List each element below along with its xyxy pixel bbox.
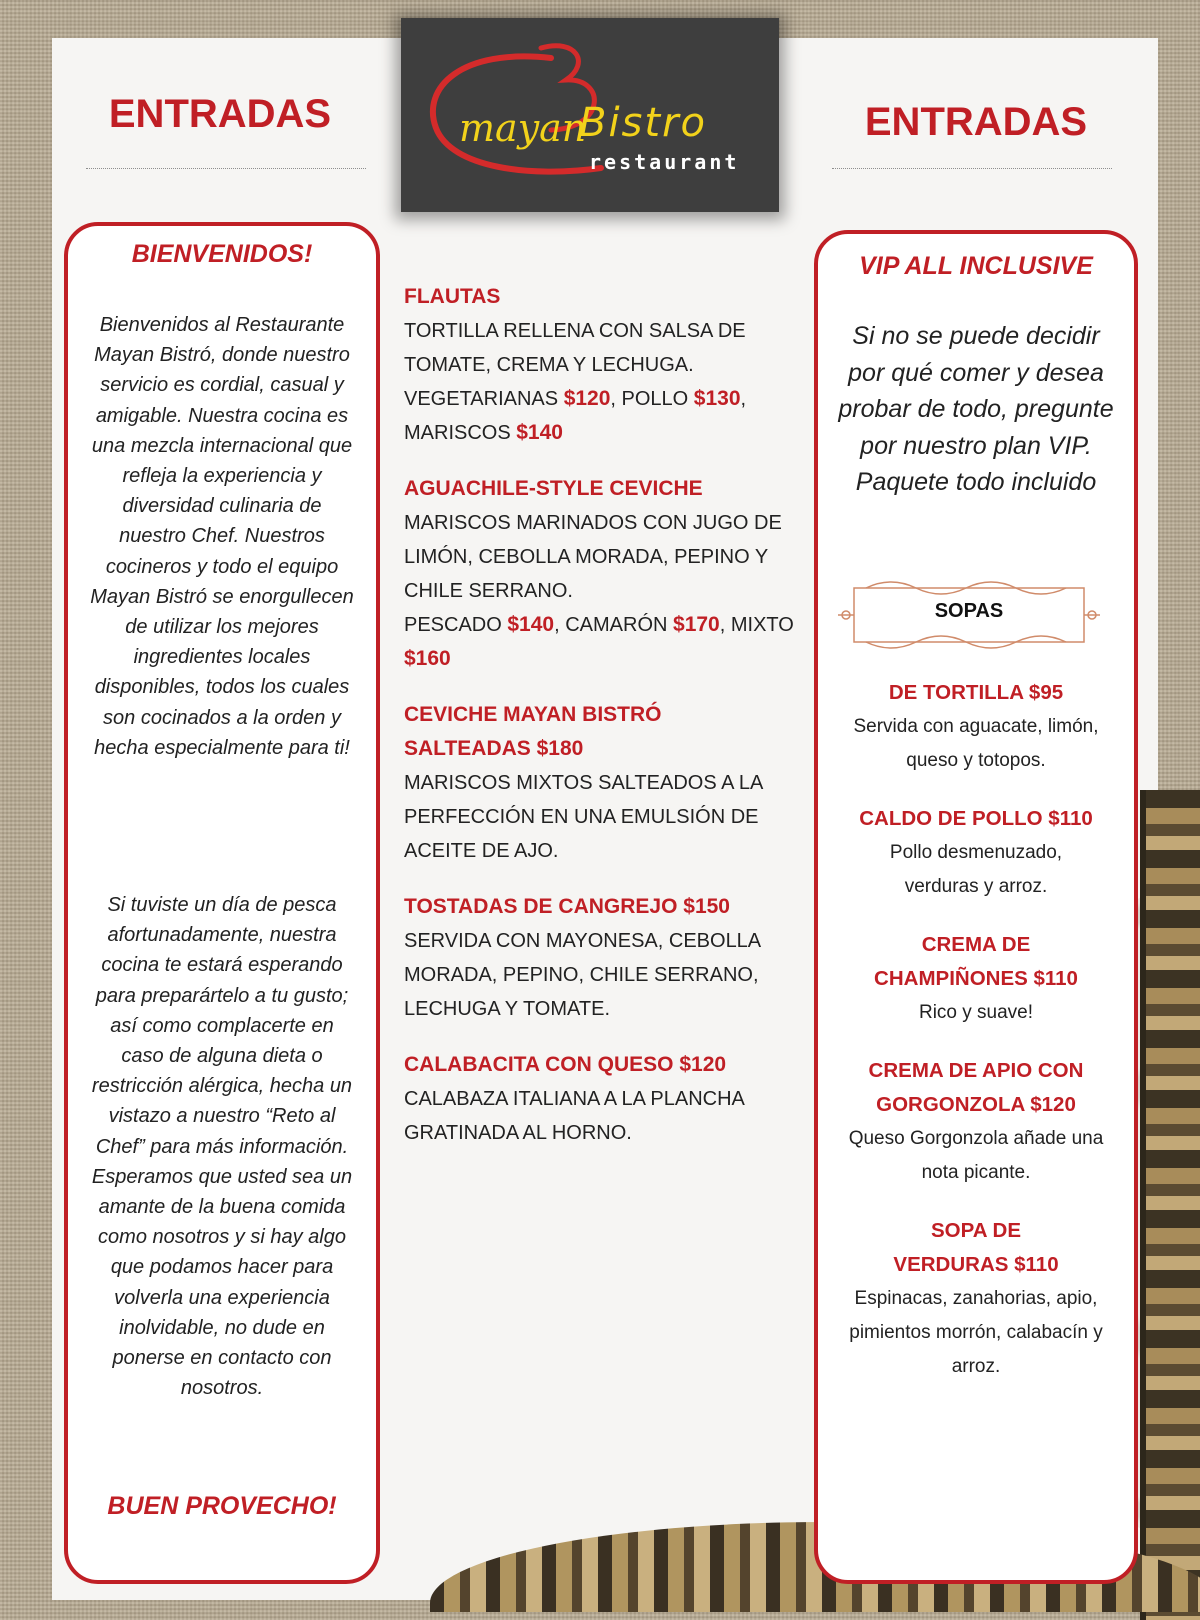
- appetizers-list: [404, 280, 796, 1172]
- soup-description: Espinacas, zanahorias, apio, pimientos morrón, calabacín y arroz.: [849, 1288, 1103, 1377]
- dish-calabacita: [404, 1048, 796, 1150]
- welcome-heading: BIENVENIDOS!: [131, 240, 313, 268]
- left-section-title: ENTRADAS: [108, 92, 332, 136]
- dish-tostadas: [404, 890, 796, 1026]
- soup-description: Rico y suave!: [918, 1002, 1034, 1023]
- dish-description: SERVIDA CON MAYONESA, CEBOLLA MORADA, PEPINO, CHILE SERRANO, LECHUGA Y TOMATE.: [404, 930, 761, 1020]
- dish-name-with-price: [404, 890, 796, 924]
- dish-ceviche-mayan: [404, 698, 796, 868]
- dish-flautas: [404, 280, 796, 450]
- restaurant-logo: [401, 18, 779, 212]
- option-label: CAMARÓN: [565, 614, 668, 636]
- dish-description: MARISCOS MARINADOS CON JUGO DE LIMÓN, CEBOLLA MORADA, PEPINO Y CHILE SERRANO.: [404, 512, 782, 602]
- soup-item: [814, 1214, 1138, 1384]
- option-label: POLLO: [621, 388, 689, 410]
- dish-aguachile: [404, 472, 796, 676]
- dish-name: CEVICHE MAYAN BISTRÓ: [404, 703, 662, 726]
- option-price: $140: [507, 613, 555, 636]
- option-label: VEGETARIANAS: [404, 388, 559, 410]
- welcome-footer: BUEN PROVECHO!: [107, 1492, 337, 1520]
- soup-name: SOPA DE VERDURAS $110: [893, 1219, 1059, 1276]
- soup-item: [814, 1054, 1138, 1190]
- soup-description: Servida con aguacate, limón, queso y totopos.: [853, 716, 1099, 771]
- soup-description: Pollo desmenuzado, verduras y arroz.: [889, 842, 1063, 897]
- dish-name-suffix: SALTEADAS: [404, 737, 531, 760]
- vip-heading: VIP ALL INCLUSIVE: [859, 252, 1093, 280]
- dish-name-with-price: [404, 1048, 796, 1082]
- dish-name: AGUACHILE-STYLE CEVICHE: [404, 477, 703, 500]
- option-label: MIXTO: [730, 614, 794, 636]
- option-price: $160: [404, 647, 451, 670]
- logo-script-word: mayan: [459, 106, 587, 150]
- welcome-paragraph-2: Si tuviste un día de pesca afortunadamente, nuestra cocina te estará esperando para preparártelo a tu gusto; así como complacerte en caso de alguna dieta o restricción alérgica, hecha un vistazo a nuestro “Reto al Chef” para más información. Esperamos que usted sea un amante de la buena comida como nosotros y si hay algo que podamos hacer para volverla una experiencia inolvidable, no dude en ponerse en contacto con nosotros.: [91, 894, 353, 1400]
- soup-name: CALDO DE POLLO $110: [859, 807, 1093, 830]
- dish-name: TOSTADAS DE CANGREJO: [404, 895, 678, 918]
- option-label: PESCADO: [404, 614, 502, 636]
- soup-description: Queso Gorgonzola añade una nota picante.: [848, 1128, 1104, 1183]
- soup-item: [814, 676, 1138, 778]
- option-label: MARISCOS: [404, 422, 511, 444]
- welcome-panel: [64, 222, 380, 1584]
- welcome-paragraph-1: Bienvenidos al Restaurante Mayan Bistró, donde nuestro servicio es cordial, casual y amigable. Nuestra cocina es una mezcla internacional que refleja la experiencia y diversidad culinaria de nuestro Chef. Nuestros cocineros y todo el equipo Mayan Bistró se enorgullecen de utilizar los mejores ingredientes locales disponibles, todos los cuales son cocinados a la orden y hecha especialmente para ti!: [90, 314, 354, 759]
- soup-item: [814, 802, 1138, 904]
- dish-name-line-2: [404, 732, 796, 766]
- soup-name: CREMA DE CHAMPIÑONES $110: [874, 933, 1078, 990]
- option-price: $120: [563, 387, 611, 410]
- logo-tagline: restaurant: [589, 150, 740, 174]
- sopas-heading: SOPAS: [934, 600, 1004, 622]
- dish-name: CALABACITA CON QUESO: [404, 1053, 674, 1076]
- option-price: $170: [673, 613, 720, 636]
- dish-description: TORTILLA RELLENA CON SALSA DE TOMATE, CREMA Y LECHUGA.: [404, 320, 746, 376]
- dish-price: $180: [536, 737, 584, 760]
- dish-options: VEGETARIANAS $120, POLLO $130, MARISCOS $140: [404, 387, 747, 444]
- dish-description: CALABAZA ITALIANA A LA PLANCHA GRATINADA AL HORNO.: [404, 1088, 744, 1144]
- dish-name: FLAUTAS: [404, 285, 501, 308]
- dish-options: PESCADO $140, CAMARÓN $170, MIXTO $160: [404, 613, 794, 670]
- soup-name: CREMA DE APIO CON GORGONZOLA $120: [868, 1059, 1084, 1116]
- right-title-divider: [832, 168, 1112, 169]
- dish-price: $120: [679, 1053, 727, 1076]
- option-price: $130: [693, 387, 741, 410]
- dish-price: $150: [683, 895, 730, 918]
- soups-list: [814, 676, 1138, 1408]
- soup-name: DE TORTILLA $95: [888, 681, 1064, 704]
- dish-description: MARISCOS MIXTOS SALTEADOS A LA PERFECCIÓN EN UNA EMULSIÓN DE ACEITE DE AJO.: [404, 772, 763, 862]
- right-section-title: ENTRADAS: [864, 100, 1088, 144]
- carved-stone-edge-right: [1140, 790, 1200, 1620]
- left-title-divider: [86, 168, 366, 169]
- option-price: $140: [516, 421, 563, 444]
- logo-swoosh-graphic: [401, 18, 779, 212]
- soup-item: [814, 928, 1138, 1030]
- vip-description: Si no se puede decidir por qué comer y desea probar de todo, pregunte por nuestro plan VIP. Paquete todo incluido: [838, 322, 1114, 497]
- logo-main-word: Bistro: [579, 100, 707, 146]
